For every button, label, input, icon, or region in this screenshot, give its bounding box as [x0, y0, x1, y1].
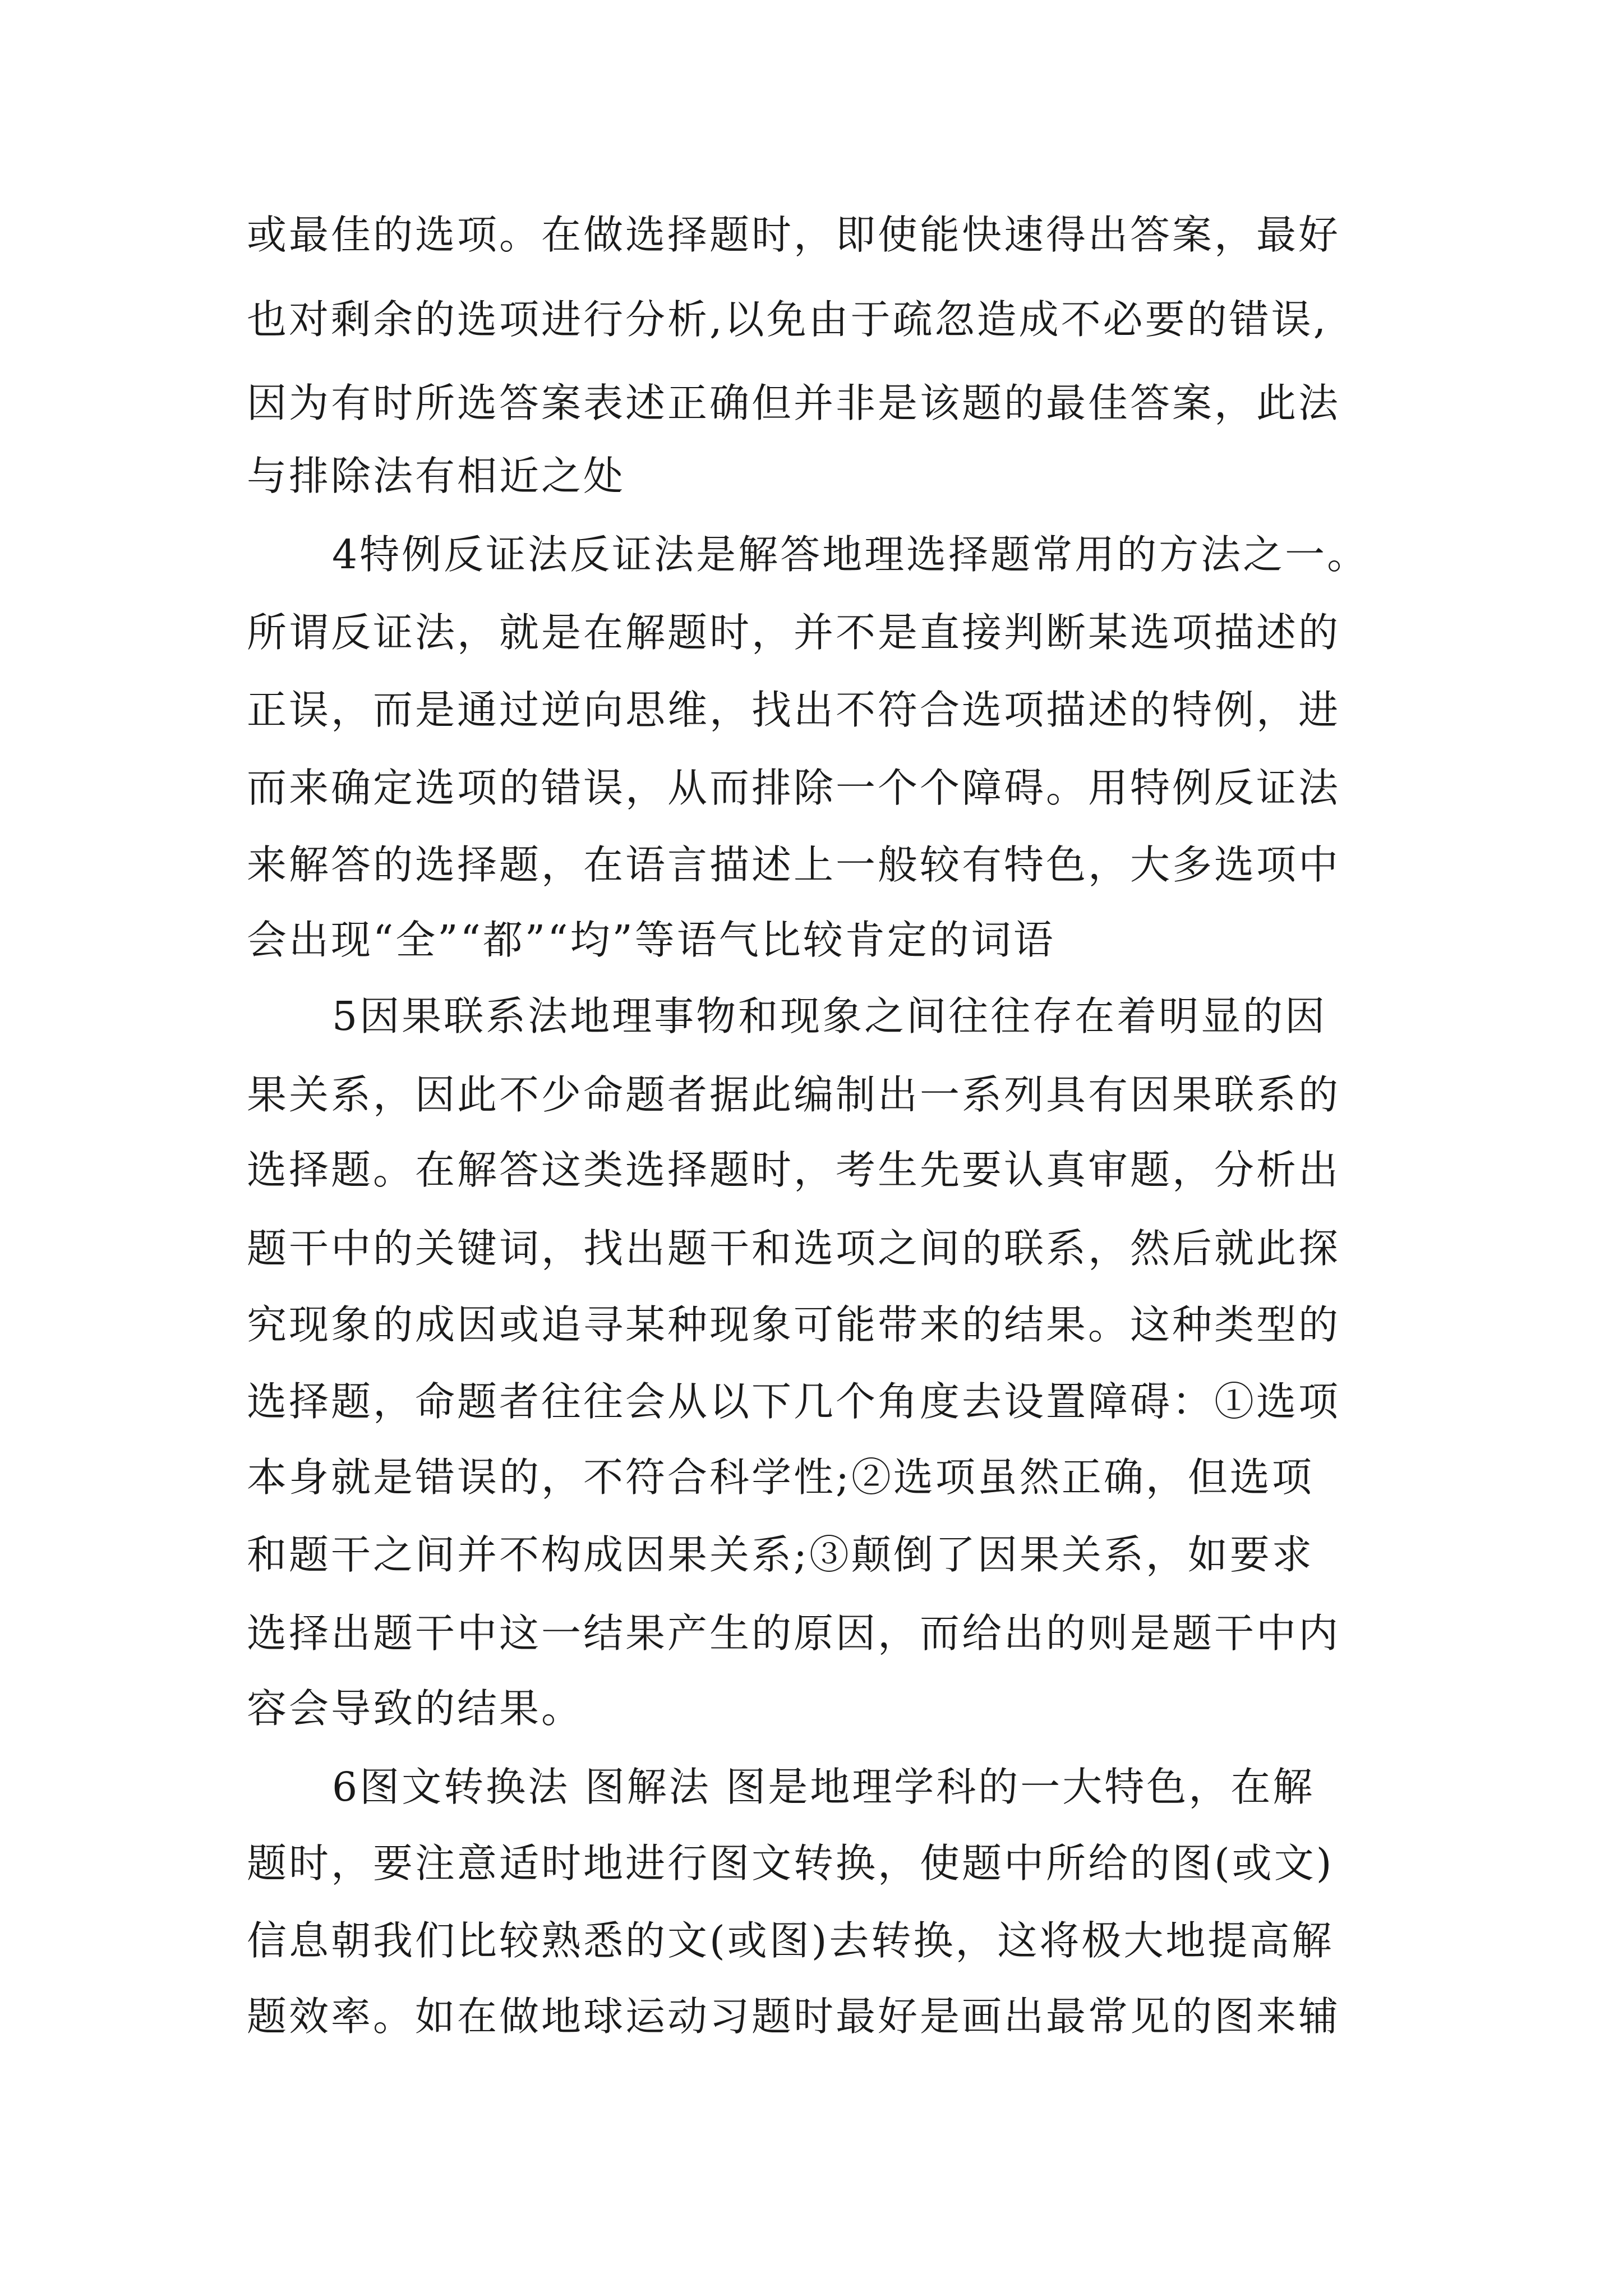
text-line: 来解答的选择题，在语言描述上一般较有特色，大多选项中: [247, 841, 1341, 888]
text-line: 果关系，因此不少命题者据此编制出一系列具有因果联系的: [247, 1071, 1341, 1118]
paragraph-start-line: 4特例反证法反证法是解答地理选择题常用的方法之一。: [332, 531, 1370, 578]
text-line: 信息朝我们比较熟悉的文(或图)去转换，这将极大地提高解: [247, 1917, 1334, 1964]
paragraph-start-line: 6图文转换法 图解法 图是地理学科的一大特色，在解: [332, 1764, 1315, 1810]
text-line: 题干中的关键词，找出题干和选项之间的联系，然后就此探: [247, 1225, 1341, 1272]
text-line: 选择题。在解答这类选择题时，考生先要认真审题，分析出: [247, 1147, 1341, 1193]
text-line: 和题干之间并不构成因果关系;③颠倒了因果关系，如要求: [247, 1531, 1314, 1578]
text-line: 也对剩余的选项进行分析,以免由于疏忽造成不必要的错误,: [247, 296, 1329, 343]
text-line: 选择出题干中这一结果产生的原因，而给出的则是题干中内: [247, 1610, 1341, 1657]
text-line: 所谓反证法，就是在解题时，并不是直接判断某选项描述的: [247, 609, 1341, 656]
text-line: 而来确定选项的错误，从而排除一个个障碍。用特例反证法: [247, 765, 1341, 811]
text-line: 与排除法有相近之处: [247, 453, 626, 499]
text-line: 本身就是错误的，不符合科学性;②选项虽然正确，但选项: [247, 1454, 1314, 1501]
text-line: 容会导致的结果。: [247, 1685, 584, 1732]
text-line: 选择题，命题者往往会从以下几个角度去设置障碍：①选项: [247, 1378, 1341, 1425]
text-line: 会出现“全”“都”“均”等语气比较肯定的词语: [247, 917, 1055, 963]
paragraph-start-line: 5因果联系法地理事物和现象之间往往存在着明显的因: [332, 993, 1327, 1039]
text-line: 正误，而是通过逆向思维，找出不符合选项描述的特例，进: [247, 687, 1341, 733]
text-line: 或最佳的选项。在做选择题时，即使能快速得出答案，最好: [247, 211, 1341, 258]
text-line: 因为有时所选答案表述正确但并非是该题的最佳答案，此法: [247, 380, 1341, 426]
text-line: 究现象的成因或追寻某种现象可能带来的结果。这种类型的: [247, 1301, 1341, 1348]
text-line: 题效率。如在做地球运动习题时最好是画出最常见的图来辅: [247, 1993, 1341, 2040]
text-line: 题时，要注意适时地进行图文转换，使题中所给的图(或文): [247, 1840, 1334, 1887]
